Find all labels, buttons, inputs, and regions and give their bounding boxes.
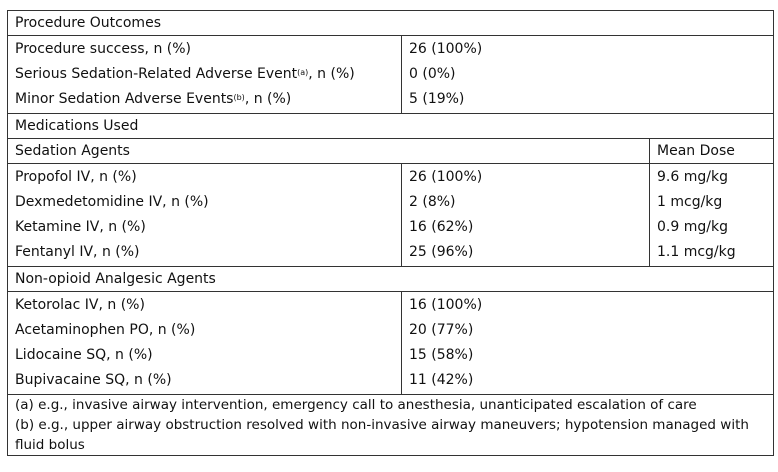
sedation-block xyxy=(8,164,774,267)
footnote-a: (a) e.g., invasive airway intervention, emergency call to anesthesia, unanticipated escalation of care xyxy=(15,397,697,413)
sedation-header-row xyxy=(8,139,774,164)
outcome-label: Procedure success, n (%) xyxy=(15,41,192,57)
sedation-agent-value: 16 (62%) xyxy=(409,219,474,235)
analgesic-value: 11 (42%) xyxy=(409,372,474,388)
sedation-dose-cell xyxy=(650,164,774,267)
analgesic-header-row xyxy=(8,267,774,292)
analgesic-labels-cell xyxy=(8,292,402,395)
outcomes-table xyxy=(7,10,774,456)
procedure-outcomes-header: Procedure Outcomes xyxy=(8,11,774,36)
mean-dose-header: Mean Dose xyxy=(650,139,774,164)
analgesic-value: 15 (58%) xyxy=(409,347,474,363)
section-header-row xyxy=(8,11,774,36)
analgesic-label: Ketorolac IV, n (%) xyxy=(15,297,145,313)
sedation-agent-value: 25 (96%) xyxy=(409,244,474,260)
outcome-value: 5 (19%) xyxy=(409,91,465,107)
sedation-agent-label: Ketamine IV, n (%) xyxy=(15,219,146,235)
outcomes-block xyxy=(8,36,774,114)
analgesic-value: 20 (77%) xyxy=(409,322,474,338)
outcomes-values-cell xyxy=(402,36,774,114)
sedation-agent-value: 2 (8%) xyxy=(409,194,456,210)
section-header-row xyxy=(8,114,774,139)
sedation-agent-dose: 0.9 mg/kg xyxy=(657,219,728,235)
footnote-marker: (b) xyxy=(233,93,245,102)
footnotes-cell xyxy=(8,395,774,456)
outcome-value: 0 (0%) xyxy=(409,66,456,82)
analgesic-label: Bupivacaine SQ, n (%) xyxy=(15,372,172,388)
analgesic-value: 16 (100%) xyxy=(409,297,483,313)
non-opioid-analgesic-header: Non-opioid Analgesic Agents xyxy=(8,267,774,292)
analgesic-values-cell xyxy=(402,292,774,395)
analgesic-label: Acetaminophen PO, n (%) xyxy=(15,322,196,338)
outcome-value: 26 (100%) xyxy=(409,41,483,57)
analgesic-block xyxy=(8,292,774,395)
sedation-agent-label: Propofol IV, n (%) xyxy=(15,169,137,185)
sedation-agent-label: Fentanyl IV, n (%) xyxy=(15,244,140,260)
medications-used-header: Medications Used xyxy=(8,114,774,139)
outcomes-labels-cell xyxy=(8,36,402,114)
outcome-label: Serious Sedation-Related Adverse Event$^{(a)}$, n (%) xyxy=(15,66,355,82)
outcome-label: Minor Sedation Adverse Events$^{(b)}$, n (%) xyxy=(15,91,292,107)
sedation-agent-dose: 1 mcg/kg xyxy=(657,194,723,210)
sedation-labels-cell xyxy=(8,164,402,267)
sedation-agent-dose: 1.1 mcg/kg xyxy=(657,244,736,260)
sedation-agent-value: 26 (100%) xyxy=(409,169,483,185)
sedation-values-cell xyxy=(402,164,650,267)
analgesic-label: Lidocaine SQ, n (%) xyxy=(15,347,153,363)
footnotes-row xyxy=(8,395,774,456)
sedation-agents-header: Sedation Agents xyxy=(8,139,650,164)
footnote-b: (b) e.g., upper airway obstruction resolved with non-invasive airway maneuvers; hypotension managed with fluid bolus xyxy=(15,417,749,453)
sedation-agent-label: Dexmedetomidine IV, n (%) xyxy=(15,194,209,210)
sedation-agent-dose: 9.6 mg/kg xyxy=(657,169,728,185)
footnote-marker: (a) xyxy=(297,68,309,77)
